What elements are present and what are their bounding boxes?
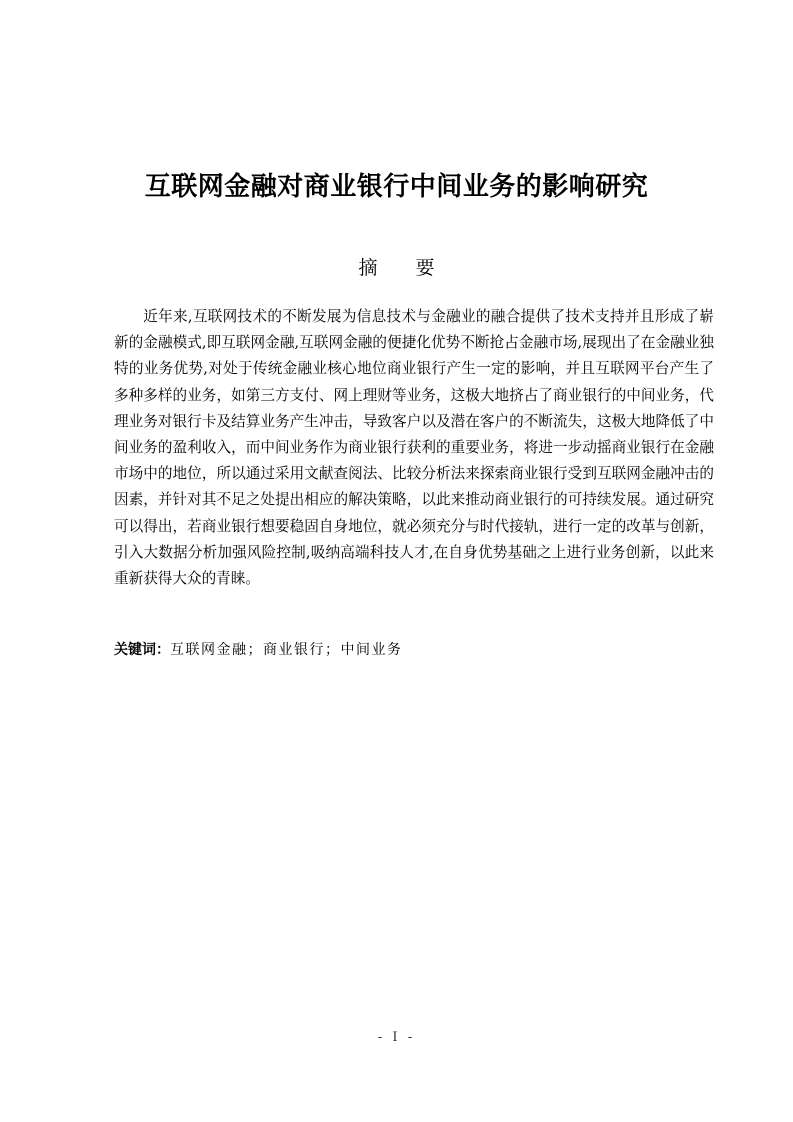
- keywords-line: [114, 638, 714, 662]
- keywords-label: 关键词：: [114, 642, 170, 658]
- keywords-values: 互联网金融；商业银行；中间业务: [170, 642, 403, 658]
- page-number: - I -: [377, 1030, 416, 1045]
- abstract-heading: 摘 要: [358, 257, 435, 279]
- abstract-body: 近年来,互联网技术的不断发展为信息技术与金融业的融合提供了技术支持并且形成了崭新的金融模式,即互联网金融,互联网金融的便捷化优势不断抢占金融市场,展现出了在金融业独特的业务优势,对处于传统金融业核心地位商业银行产生一定的影响，并且互联网平台产生了多种多样的业务，如第三方支付、网上理财等业务，这极大地挤占了商业银行的中间业务，代理业务对银行卡及结算业务产生冲击，导致客户以及潜在客户的不断流失，这极大地降低了中间业务的盈利收入，而中间业务作为商业银行获利的重要业务，将进一步动摇商业银行在金融市场中的地位，所以通过采用文献查阅法、比较分析法来探索商业银行受到互联网金融冲击的因素，并针对其不足之处提出相应的解决策略，以此来推动商业银行的可持续发展。通过研究可以得出，若商业银行想要稳固自身地位，就必须充分与时代接轨，进行一定的改革与创新，引入大数据分析加强风险控制,吸纳高端科技人才,在自身优势基础之上进行业务创新，以此来重新获得大众的青睐。: [114, 308, 714, 588]
- document-title: 互联网金融对商业银行中间业务的影响研究: [144, 172, 649, 203]
